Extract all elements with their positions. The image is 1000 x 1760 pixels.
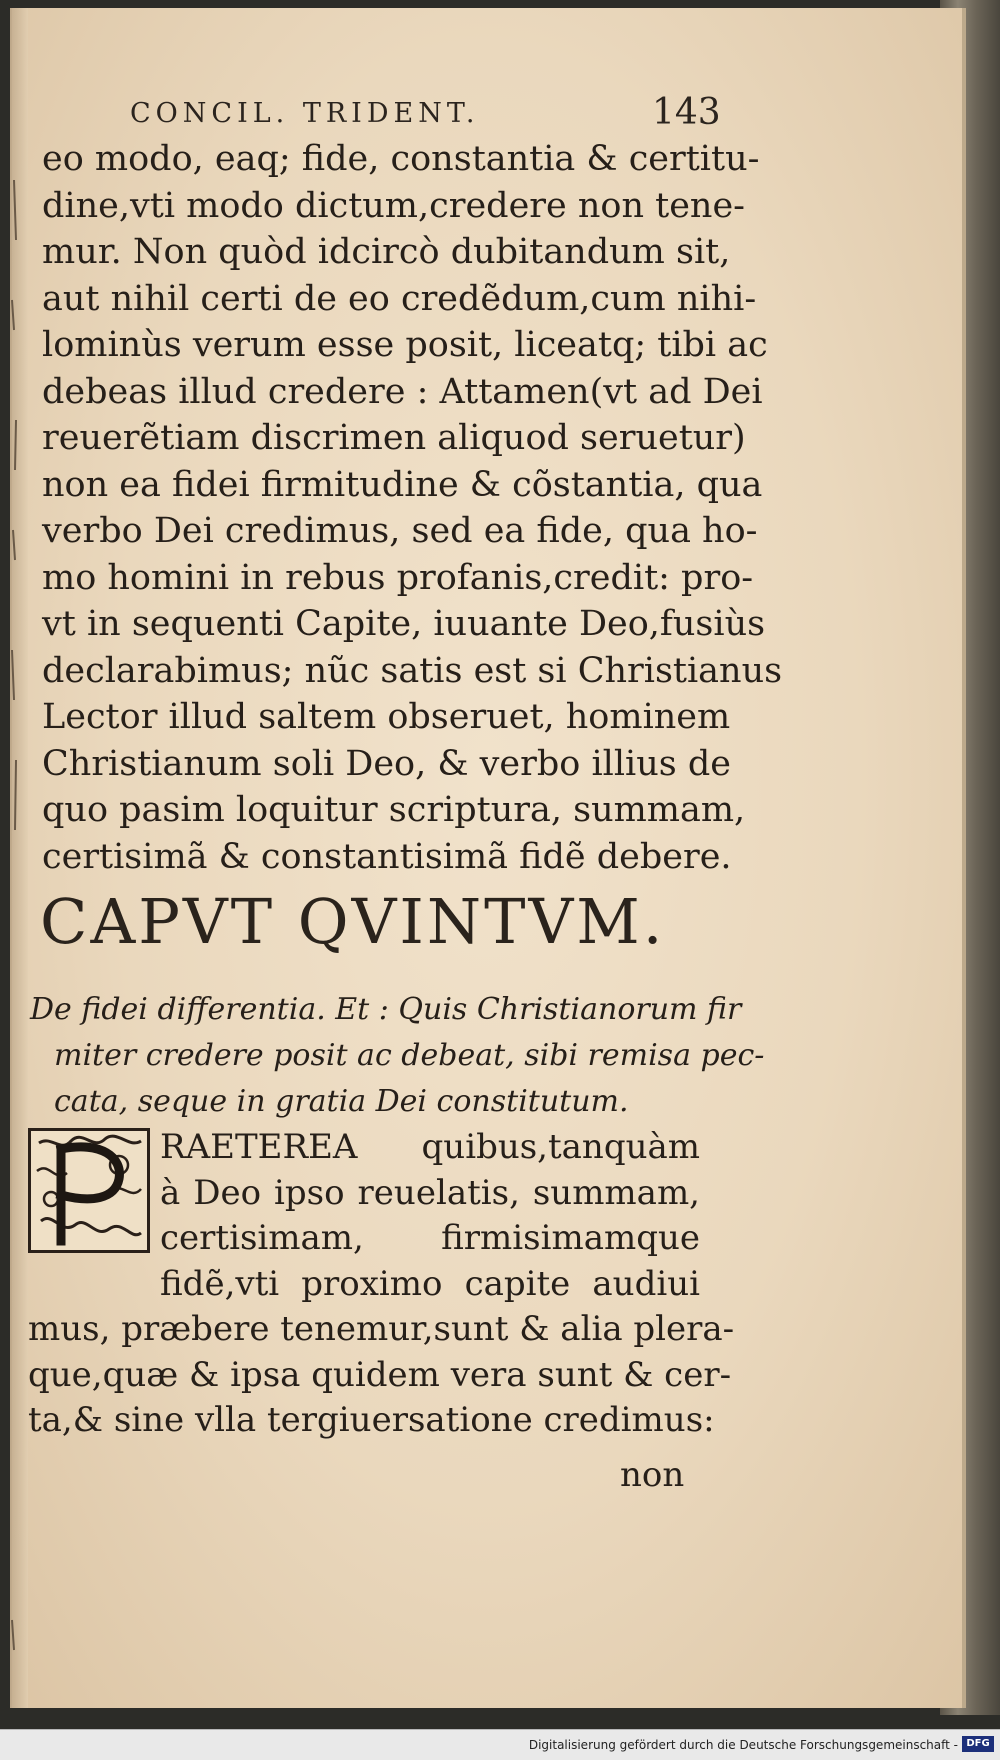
text-line: non ea fidei firmitudine & cõstantia, qua <box>42 464 763 505</box>
text-line: Lector illud saltem obseruet, hominem <box>42 697 731 737</box>
text-line: à Deo ipso reuelatis, summam, <box>160 1172 700 1213</box>
text-line: mo homini in rebus profanis,credit: pro- <box>42 557 754 598</box>
text-line: mur. Non quòd idcircò dubitandum sit, <box>42 232 731 272</box>
text-line: lominùs verum esse posit, liceatq; tibi ac <box>42 325 768 365</box>
summary-line: cata, seque in gratia Dei constitutum. <box>54 1084 629 1119</box>
text-line: dine,vti modo dictum,credere non tene- <box>42 185 745 226</box>
catchword: non <box>620 1455 685 1495</box>
text-line: certisimam, firmisimamque <box>160 1218 700 1258</box>
paragraph-beside-initial <box>160 1125 700 1307</box>
text-line: aut nihil certi de eo credẽdum,cum nihi- <box>42 278 757 319</box>
footer-credit: Digitalisierung gefördert durch die Deutsche Forschungsgemeinschaft - <box>528 1738 958 1752</box>
text-line: que,quæ & ipsa quidem vera sunt & cer- <box>28 1354 732 1395</box>
text-line: quo pasim loquitur scriptura, summam, <box>42 790 746 830</box>
summary-line: miter credere posit ac debeat, sibi remisa pec- <box>54 1038 765 1073</box>
text-line: verbo Dei credimus, sed ea fide, qua ho- <box>42 511 758 551</box>
text-line: certisimã & constantisimã fidẽ debere. <box>42 836 732 877</box>
dfg-logo: DFG <box>962 1736 994 1752</box>
text-line: reuerẽtiam discrimen aliquod seruetur) <box>42 418 746 458</box>
text-line: mus, præbere tenemur,sunt & alia plera- <box>28 1309 735 1349</box>
text-line: declarabimus; nũc satis est si Christianus <box>42 650 783 691</box>
text-line: fidẽ,vti proximo capite audiui <box>160 1263 700 1304</box>
margin-marks <box>0 0 40 1700</box>
text-line: Christianum soli Deo, & verbo illius de <box>42 743 731 784</box>
paragraph-continued <box>28 1307 735 1444</box>
text-line: ta,& sine vlla tergiuersatione credimus: <box>28 1400 715 1440</box>
text-line: eo modo, eaq; fide, constantia & certitu- <box>42 139 760 179</box>
chapter-title: CAPVT QVINTVM. <box>40 885 666 958</box>
decorated-initial-p <box>28 1128 150 1253</box>
footer-bar <box>0 1729 1000 1760</box>
text-line: debeas illud credere : Attamen(vt ad Dei <box>42 371 763 412</box>
chapter-summary <box>30 987 765 1125</box>
text-block-1 <box>42 136 783 880</box>
running-title: CONCIL. TRIDENT. <box>130 98 480 129</box>
text-line: vt in sequenti Capite, iuuante Deo,fusiùs <box>42 604 766 644</box>
text-line: RAETEREA quibus,tanquàm <box>160 1127 700 1167</box>
page-number: 143 <box>652 92 721 133</box>
summary-line: De fidei differentia. Et : Quis Christianorum fir <box>30 992 742 1027</box>
